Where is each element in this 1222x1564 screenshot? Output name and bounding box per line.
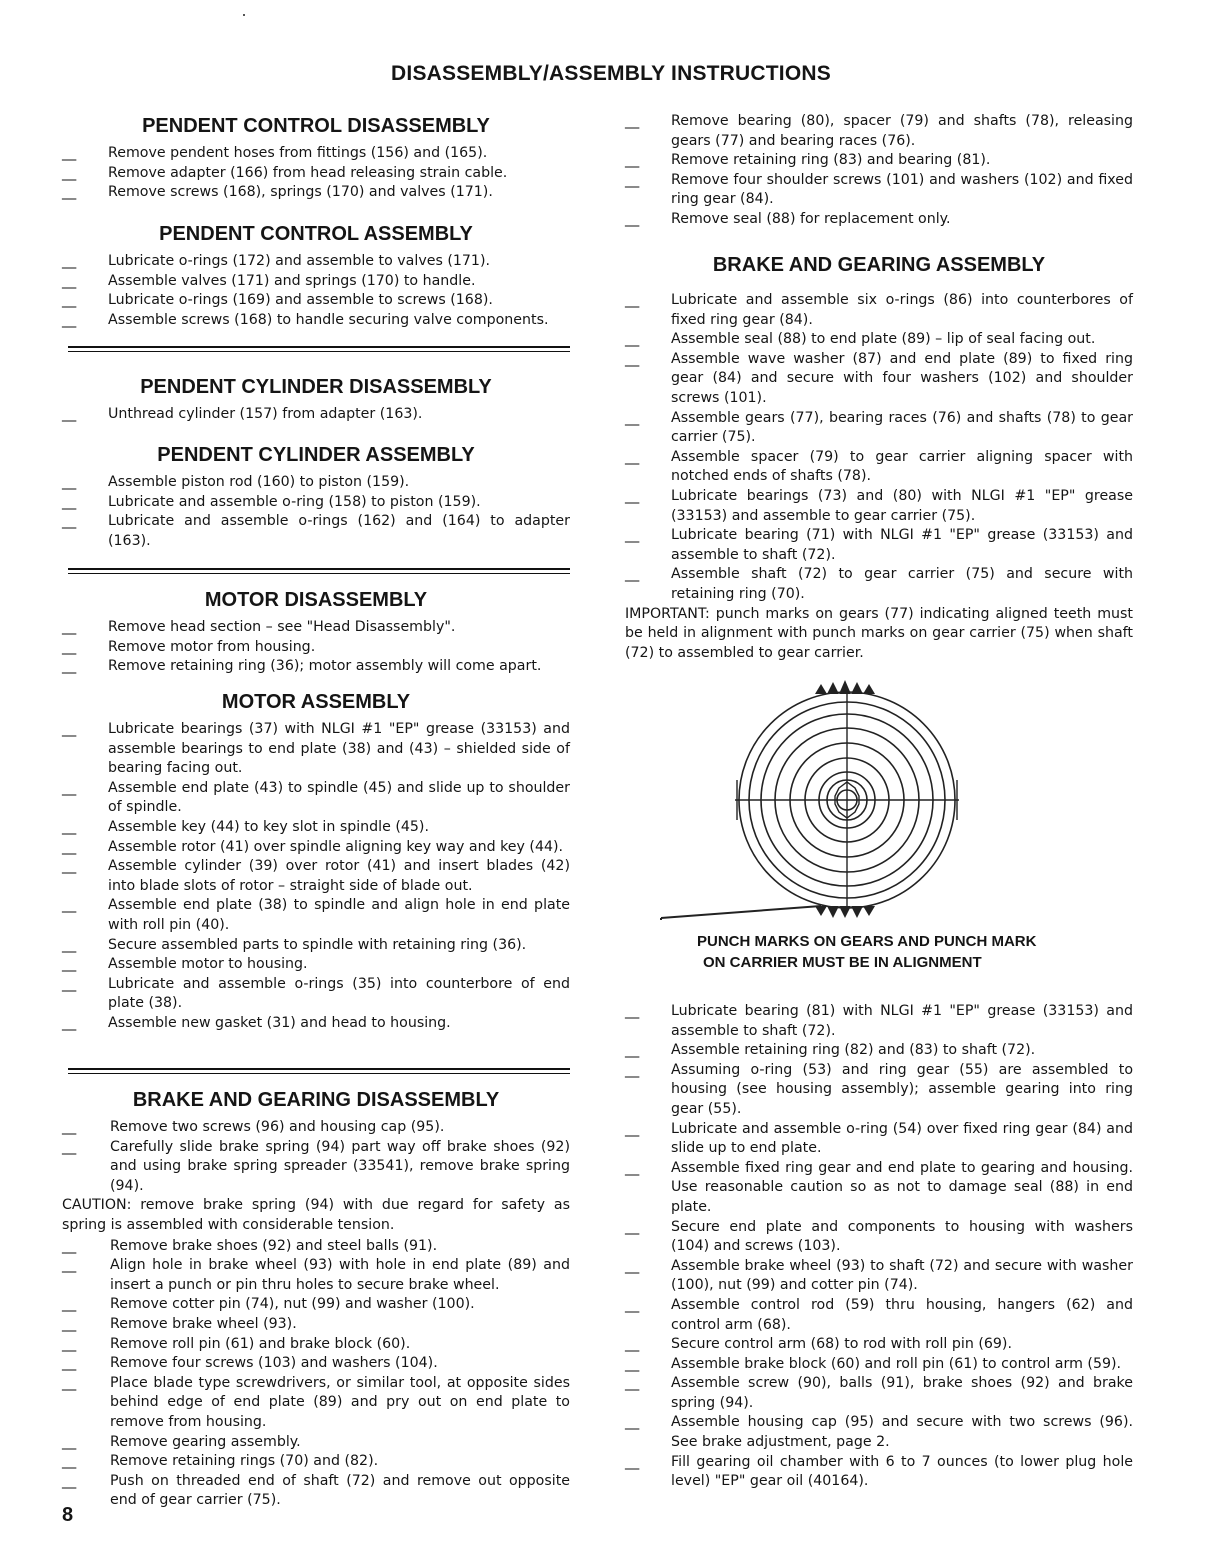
step-item bbox=[625, 1413, 1133, 1452]
check-blank: __ bbox=[62, 838, 77, 855]
step-list bbox=[62, 144, 570, 203]
step-item bbox=[625, 565, 1133, 604]
section-divider bbox=[68, 1068, 570, 1074]
step-text: Assemble new gasket (31) and head to housing. bbox=[108, 1014, 451, 1031]
important-note: IMPORTANT: punch marks on gears (77) indicating aligned teeth must be held in alignment with punch marks on gear carrier (75) when shaft (72) to assembled to gear carrier. bbox=[625, 605, 1133, 661]
step-text: Remove retaining rings (70) and (82). bbox=[110, 1453, 379, 1470]
check-blank: __ bbox=[62, 184, 77, 201]
section-heading: MOTOR ASSEMBLY bbox=[221, 691, 411, 713]
step-text: Unthread cylinder (157) from adapter (163). bbox=[108, 406, 423, 422]
step-item bbox=[625, 350, 1133, 409]
check-blank: __ bbox=[62, 1355, 77, 1372]
step-text: Assemble brake block (60) and roll pin (61) to control arm (59). bbox=[671, 1355, 1122, 1372]
step-text: Lubricate and assemble six o-rings (86) into counterbores of fixed ring gear (84). bbox=[671, 292, 1133, 328]
check-blank: __ bbox=[62, 897, 77, 914]
step-item bbox=[625, 1002, 1133, 1041]
step-item bbox=[625, 1120, 1133, 1159]
step-item bbox=[625, 526, 1133, 565]
check-blank: __ bbox=[62, 253, 77, 269]
step-item bbox=[62, 975, 570, 1014]
check-blank: __ bbox=[625, 1336, 640, 1353]
page-number: 8 bbox=[62, 1504, 74, 1526]
check-blank: __ bbox=[625, 1375, 640, 1392]
step-item bbox=[625, 171, 1133, 210]
check-blank: __ bbox=[62, 975, 77, 992]
section-heading: PENDENT CYLINDER ASSEMBLY bbox=[157, 444, 475, 466]
step-item bbox=[62, 838, 570, 858]
step-text: Lubricate and assemble o-ring (158) to piston (159). bbox=[108, 493, 481, 510]
step-text: Remove motor from housing. bbox=[108, 638, 316, 655]
step-item bbox=[62, 512, 570, 551]
check-blank: __ bbox=[62, 638, 77, 655]
step-item bbox=[625, 487, 1133, 526]
step-item bbox=[62, 896, 570, 935]
check-blank: __ bbox=[625, 1296, 640, 1313]
step-item bbox=[625, 1335, 1133, 1355]
step-item bbox=[62, 405, 570, 425]
step-item bbox=[62, 183, 570, 203]
step-item bbox=[62, 1315, 570, 1335]
step-text: Assemble control rod (59) thru housing, hangers (62) and control arm (68). bbox=[671, 1296, 1133, 1333]
step-text: Assemble rotor (41) over spindle aligning key way and key (44). bbox=[108, 838, 564, 855]
step-list bbox=[62, 405, 570, 425]
step-text: Remove retaining ring (83) and bearing (81). bbox=[671, 152, 991, 169]
check-blank: __ bbox=[62, 1374, 77, 1391]
check-blank: __ bbox=[62, 658, 77, 675]
step-item bbox=[62, 1014, 570, 1034]
pendent-control-disassembly-section bbox=[62, 112, 570, 203]
check-blank: __ bbox=[62, 493, 77, 510]
check-blank: __ bbox=[62, 858, 77, 875]
check-blank: __ bbox=[62, 1237, 77, 1254]
step-list bbox=[62, 618, 570, 677]
step-text: Remove screws (168), springs (170) and valves (171). bbox=[108, 184, 493, 201]
step-item bbox=[62, 936, 570, 956]
check-blank: __ bbox=[625, 487, 640, 504]
check-blank: __ bbox=[625, 1159, 640, 1176]
pendent-cylinder-disassembly-section bbox=[62, 373, 570, 425]
step-item bbox=[62, 1433, 570, 1453]
check-blank: __ bbox=[62, 956, 77, 973]
step-item bbox=[625, 1355, 1133, 1375]
gear-teeth-bottom bbox=[815, 906, 875, 918]
figure-caption-line-1: PUNCH MARKS ON GEARS AND PUNCH MARK bbox=[697, 933, 1037, 950]
step-text: Remove four shoulder screws (101) and washers (102) and fixed ring gear (84). bbox=[671, 171, 1133, 208]
step-item bbox=[625, 210, 1133, 230]
check-blank: __ bbox=[625, 152, 640, 169]
check-blank: __ bbox=[625, 171, 640, 188]
check-blank: __ bbox=[625, 1257, 640, 1274]
step-item bbox=[62, 1452, 570, 1472]
step-list bbox=[62, 720, 570, 1034]
step-text: Assemble end plate (38) to spindle and align hole in end plate with roll pin (40). bbox=[108, 897, 570, 933]
check-blank: __ bbox=[625, 1414, 640, 1431]
check-blank: __ bbox=[62, 406, 77, 422]
step-text: Lubricate bearing (71) with NLGI #1 "EP" grease (33153) and assemble to shaft (72). bbox=[671, 527, 1133, 563]
step-text: Assemble spacer (79) to gear carrier aligning spacer with notched ends of shafts (78). bbox=[671, 448, 1133, 485]
step-item bbox=[625, 1218, 1133, 1257]
check-blank: __ bbox=[625, 1453, 640, 1470]
pendent-control-assembly-section bbox=[62, 220, 570, 330]
step-text: Remove retaining ring (36); motor assembly will come apart. bbox=[108, 658, 542, 675]
step-text: Remove cotter pin (74), nut (99) and washer (100). bbox=[110, 1296, 475, 1313]
step-item bbox=[62, 473, 570, 493]
step-item bbox=[625, 291, 1133, 330]
check-blank: __ bbox=[625, 448, 640, 465]
check-blank: __ bbox=[62, 818, 77, 835]
step-text: Remove adapter (166) from head releasing strain cable. bbox=[108, 164, 508, 181]
step-list bbox=[625, 1002, 1133, 1492]
step-text: Assemble seal (88) to end plate (89) – lip of seal facing out. bbox=[671, 331, 1096, 348]
step-item bbox=[62, 1374, 570, 1433]
check-blank: __ bbox=[62, 1119, 77, 1135]
step-text: Lubricate bearings (37) with NLGI #1 "EP" grease (33153) and assemble bearings to end plate (38) and (43) – shielded side of bearing facing out. bbox=[108, 721, 570, 777]
check-blank: __ bbox=[62, 164, 77, 181]
gear-teeth-top bbox=[815, 680, 875, 694]
step-text: Assemble screw (90), balls (91), brake shoes (92) and brake spring (94). bbox=[671, 1375, 1133, 1411]
step-item bbox=[62, 720, 570, 779]
step-text: Assemble housing cap (95) and secure with two screws (96). See brake adjustment, page 2. bbox=[671, 1414, 1133, 1451]
figure-caption-line-2: ON CARRIER MUST BE IN ALIGNMENT bbox=[703, 954, 982, 971]
step-text: Assuming o-ring (53) and ring gear (55) are assembled to housing (see housing assembly); assemble gearing into ring gear (55). bbox=[671, 1061, 1133, 1117]
check-blank: __ bbox=[62, 936, 77, 953]
check-blank: __ bbox=[62, 1014, 77, 1031]
check-blank: __ bbox=[62, 1257, 77, 1274]
step-list bbox=[62, 1118, 570, 1196]
step-text: Assemble screws (168) to handle securing valve components. bbox=[108, 311, 549, 328]
step-item bbox=[62, 144, 570, 164]
section-heading: PENDENT CONTROL DISASSEMBLY bbox=[142, 115, 490, 137]
step-item bbox=[62, 1118, 570, 1138]
step-text: Remove pendent hoses from fittings (156) and (165). bbox=[108, 145, 488, 161]
check-blank: __ bbox=[62, 474, 77, 490]
step-list bbox=[62, 1237, 570, 1511]
check-blank: __ bbox=[625, 1061, 640, 1078]
step-text: Remove head section – see "Head Disassembly". bbox=[108, 619, 456, 635]
step-item bbox=[625, 1374, 1133, 1413]
step-item bbox=[62, 1335, 570, 1355]
step-text: Remove four screws (103) and washers (104). bbox=[110, 1355, 438, 1372]
check-blank: __ bbox=[625, 1042, 640, 1059]
step-item bbox=[625, 1061, 1133, 1120]
step-text: Assemble valves (171) and springs (170) to handle. bbox=[108, 272, 476, 289]
step-text: Assemble fixed ring gear and end plate to gearing and housing. Use reasonable caution so as not to damage seal (88) in end plate. bbox=[671, 1159, 1133, 1215]
step-text: Assemble wave washer (87) and end plate (89) to fixed ring gear (84) and secure with four washers (102) and shoulder screws (101). bbox=[671, 350, 1133, 406]
step-item bbox=[62, 1354, 570, 1374]
step-text: Lubricate bearings (73) and (80) with NLGI #1 "EP" grease (33153) and assemble to gear carrier (75). bbox=[671, 487, 1133, 524]
step-item bbox=[62, 779, 570, 818]
step-item bbox=[62, 1256, 570, 1295]
step-item bbox=[62, 1237, 570, 1257]
step-list bbox=[62, 473, 570, 551]
check-blank: __ bbox=[62, 272, 77, 289]
check-blank: __ bbox=[625, 331, 640, 348]
check-blank: __ bbox=[625, 527, 640, 544]
step-text: Assemble gears (77), bearing races (76) and shafts (78) to gear carrier (75). bbox=[671, 409, 1133, 446]
step-text: Place blade type screwdrivers, or similar tool, at opposite sides behind edge of end plate (89) and pry out on end plate to remove from housing. bbox=[110, 1374, 570, 1430]
step-text: Lubricate and assemble o-rings (162) and (164) to adapter (163). bbox=[108, 513, 570, 549]
check-blank: __ bbox=[625, 409, 640, 426]
check-blank: __ bbox=[62, 1453, 77, 1470]
check-blank: __ bbox=[62, 1296, 77, 1313]
step-text: Assemble end plate (43) to spindle (45) and slide up to shoulder of spindle. bbox=[108, 779, 570, 816]
step-text: Lubricate and assemble o-rings (35) into counterbore of end plate (38). bbox=[108, 975, 570, 1012]
leader-line-diagonal bbox=[661, 906, 821, 918]
step-item bbox=[625, 1257, 1133, 1296]
step-item bbox=[625, 330, 1133, 350]
step-item bbox=[62, 955, 570, 975]
check-blank: __ bbox=[625, 210, 640, 227]
step-text: Remove two screws (96) and housing cap (95). bbox=[110, 1119, 445, 1135]
check-blank: __ bbox=[62, 311, 77, 328]
step-item bbox=[62, 638, 570, 658]
step-item bbox=[625, 1159, 1133, 1218]
section-heading: BRAKE AND GEARING ASSEMBLY bbox=[712, 254, 1046, 276]
section-heading: PENDENT CONTROL ASSEMBLY bbox=[159, 223, 473, 245]
step-item bbox=[62, 164, 570, 184]
step-item bbox=[62, 252, 570, 272]
brake-gearing-disassembly-continued bbox=[625, 112, 1133, 230]
step-item bbox=[62, 618, 570, 638]
step-text: Assemble key (44) to key slot in spindle (45). bbox=[108, 818, 429, 835]
step-list bbox=[625, 291, 1133, 605]
step-item bbox=[62, 1138, 570, 1197]
step-text: Lubricate bearing (81) with NLGI #1 "EP" grease (33153) and assemble to shaft (72). bbox=[671, 1003, 1133, 1039]
step-text: Lubricate o-rings (169) and assemble to screws (168). bbox=[108, 292, 493, 309]
step-text: Assemble brake wheel (93) to shaft (72) and secure with washer (100), nut (99) and cotter pin (74). bbox=[671, 1257, 1133, 1294]
step-text: Secure control arm (68) to rod with roll pin (69). bbox=[671, 1336, 1012, 1353]
step-item bbox=[625, 1041, 1133, 1061]
check-blank: __ bbox=[62, 721, 77, 737]
gear-diagram bbox=[625, 670, 1133, 920]
step-text: Remove roll pin (61) and brake block (60). bbox=[110, 1335, 411, 1352]
check-blank: __ bbox=[62, 1315, 77, 1332]
check-blank: __ bbox=[62, 1335, 77, 1352]
step-item bbox=[625, 409, 1133, 448]
check-blank: __ bbox=[62, 292, 77, 309]
step-text: Lubricate o-rings (172) and assemble to valves (171). bbox=[108, 253, 491, 269]
check-blank: __ bbox=[625, 1355, 640, 1372]
motor-disassembly-section bbox=[62, 586, 570, 677]
step-item bbox=[625, 1453, 1133, 1492]
step-text: Assemble retaining ring (82) and (83) to shaft (72). bbox=[671, 1042, 1036, 1059]
step-text: Secure end plate and components to housing with washers (104) and screws (103). bbox=[671, 1218, 1133, 1255]
step-text: Assemble motor to housing. bbox=[108, 956, 308, 973]
check-blank: __ bbox=[625, 566, 640, 583]
step-text: Carefully slide brake spring (94) part way off brake shoes (92) and using brake spring spreader (33541), remove brake spring (94). bbox=[110, 1138, 570, 1194]
check-blank: __ bbox=[625, 1218, 640, 1235]
check-blank: __ bbox=[625, 1120, 640, 1137]
check-blank: __ bbox=[625, 350, 640, 367]
step-text: Align hole in brake wheel (93) with hole in end plate (89) and insert a punch or pin thru holes to secure brake wheel. bbox=[110, 1257, 570, 1293]
check-blank: __ bbox=[62, 619, 77, 635]
page-title: DISASSEMBLY/ASSEMBLY INSTRUCTIONS bbox=[391, 62, 831, 85]
step-text: Push on threaded end of shaft (72) and remove out opposite end of gear carrier (75). bbox=[110, 1472, 570, 1509]
step-item bbox=[62, 1295, 570, 1315]
section-divider bbox=[68, 346, 570, 352]
check-blank: __ bbox=[62, 1433, 77, 1450]
section-heading: PENDENT CYLINDER DISASSEMBLY bbox=[140, 376, 492, 398]
pendent-cylinder-assembly-section bbox=[62, 441, 570, 551]
section-heading: BRAKE AND GEARING DISASSEMBLY bbox=[132, 1089, 500, 1111]
check-blank: __ bbox=[62, 779, 77, 796]
step-item bbox=[62, 818, 570, 838]
step-item bbox=[625, 448, 1133, 487]
step-item bbox=[625, 151, 1133, 171]
step-text: Assemble shaft (72) to gear carrier (75) and secure with retaining ring (70). bbox=[671, 566, 1133, 602]
step-text: Assemble piston rod (160) to piston (159). bbox=[108, 474, 410, 490]
check-blank: __ bbox=[62, 1138, 77, 1155]
step-text: Remove brake wheel (93). bbox=[110, 1315, 297, 1332]
step-item bbox=[62, 857, 570, 896]
step-text: Secure assembled parts to spindle with retaining ring (36). bbox=[108, 936, 527, 953]
step-item bbox=[62, 291, 570, 311]
section-divider bbox=[68, 568, 570, 574]
step-list bbox=[625, 112, 1133, 230]
step-text: Lubricate and assemble o-ring (54) over fixed ring gear (84) and slide up to end plate. bbox=[671, 1120, 1133, 1157]
step-item bbox=[62, 1472, 570, 1511]
step-text: Fill gearing oil chamber with 6 to 7 ounces (to lower plug hole level) "EP" gear oil (40164). bbox=[671, 1453, 1133, 1490]
step-item bbox=[62, 272, 570, 292]
step-item bbox=[62, 493, 570, 513]
brake-gearing-disassembly-section bbox=[62, 1086, 570, 1511]
step-list bbox=[62, 252, 570, 330]
check-blank: __ bbox=[62, 1472, 77, 1489]
step-text: Assemble cylinder (39) over rotor (41) and insert blades (42) into blade slots of rotor – straight side of blade out. bbox=[108, 858, 570, 894]
caution-note: CAUTION: remove brake spring (94) with due regard for safety as spring is assembled with considerable tension. bbox=[62, 1197, 570, 1233]
step-text: Remove gearing assembly. bbox=[110, 1433, 301, 1450]
check-blank: __ bbox=[625, 113, 640, 129]
motor-assembly-section bbox=[62, 688, 570, 1034]
check-blank: __ bbox=[625, 292, 640, 308]
step-text: Remove seal (88) for replacement only. bbox=[671, 210, 951, 227]
scan-speck bbox=[243, 14, 245, 16]
brake-gearing-assembly-section bbox=[625, 251, 1133, 663]
check-blank: __ bbox=[625, 1003, 640, 1019]
step-item bbox=[625, 1296, 1133, 1335]
section-heading: MOTOR DISASSEMBLY bbox=[204, 589, 428, 611]
check-blank: __ bbox=[62, 145, 77, 161]
step-item bbox=[62, 657, 570, 677]
brake-gearing-assembly-continued bbox=[625, 1002, 1133, 1492]
step-item bbox=[62, 311, 570, 331]
check-blank: __ bbox=[62, 513, 77, 530]
step-text: Remove bearing (80), spacer (79) and shafts (78), releasing gears (77) and bearing races (76). bbox=[671, 113, 1133, 149]
step-text: Remove brake shoes (92) and steel balls (91). bbox=[110, 1237, 438, 1254]
step-item bbox=[625, 112, 1133, 151]
